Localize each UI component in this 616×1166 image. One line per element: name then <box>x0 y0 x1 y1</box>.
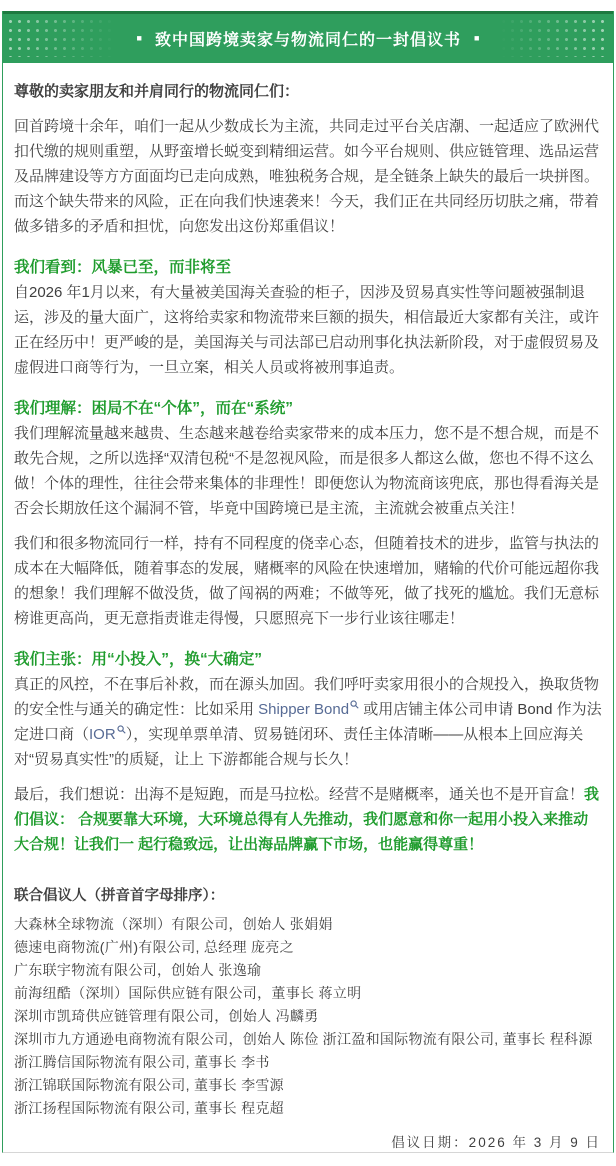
text-run: ），实现单票单清、贸易链闭环、责任主体清晰——从根本上回应海关对“贸易真实性”的质疑，让上 下游都能合规与长久！ <box>14 726 584 768</box>
paragraph <box>14 280 603 380</box>
text-run: 真正的风控，不在事后补救，而在源头加固。我们呼吁卖家用很小的合规投入，换取货物的安全性与通关的确定性：比如采用 <box>14 676 600 718</box>
signatory-list <box>14 913 603 1120</box>
search-icon <box>117 725 126 734</box>
text-run: 我们理解流量越来越贵、生态越来越卷给卖家带来的成本压力，您不是不想合规，而是不敢先合规，之所以选择“双清包税“不是忽视风险，而是很多人都这么做，您也不得不这么做！个体的理性，往往会带来集体的非理性！即便您认为物流商该兜底，那也得看海关是否会长期放任这个漏洞不管，毕竟中国跨境已是主流，主流就会被重点关注！ <box>14 425 600 517</box>
signatory-line: 前海纽酷（深圳）国际供应链有限公司，董事长 蒋立明 <box>14 985 362 1001</box>
signatory-label: 联合倡议人（拼音首字母排序）： <box>14 888 225 904</box>
text-run: 我们理解：困局不在“个体”，而在“系统” <box>14 400 294 417</box>
page-title: 致中国跨境卖家与物流同仁的一封倡议书 <box>154 32 461 49</box>
letter-content <box>3 79 613 1152</box>
keyword-link[interactable]: Shipper Bond <box>258 701 359 718</box>
signatory-line: 深圳市九方通逊电商物流有限公司，创始人 陈俭 浙江盈和国际物流有限公司, 董事长 程科源 <box>14 1031 593 1047</box>
signatory-line: 德速电商物流(广州)有限公司, 总经理 庞亮之 <box>14 939 294 955</box>
text-run: 最后，我们想说：出海不是短跑，而是马拉松。经营不是赌概率，通关也不是开盲盒！ <box>14 786 585 803</box>
text-run: 或用店铺主体公司申请 Bond 作为法定进口商（ <box>14 701 602 743</box>
section-heading <box>14 396 603 421</box>
signatory-line: 广东联宇物流有限公司，创始人 张逸瑜 <box>14 962 262 978</box>
paragraph <box>14 531 603 631</box>
signatory-line: 浙江扬程国际物流有限公司, 董事长 程克超 <box>14 1100 284 1116</box>
signatory-line: 浙江锦联国际物流有限公司, 董事长 李雪源 <box>14 1077 284 1093</box>
search-icon <box>350 700 359 709</box>
text-run: 我们看到：风暴已至，而非将至 <box>14 259 232 276</box>
paragraph <box>14 421 603 521</box>
text-run: 自2026 年1月以来，有大量被美国海关查验的柜子，因涉及贸易真实性等问题被强制退运，涉及的量大面广，这将给卖家和物流带来巨额的损失，相信最近大家都有关注，或许正在经历中！更严峻的是，美国海关与司法部已启动刑事化执法新阶段，对于虚假贸易及虚假进口商等行为，一旦立案，相关人员或将被刑事追责。 <box>14 284 600 376</box>
emphasis-text: 我们倡议： 合规要靠大环境，大环境总得有人先推动，我们愿意和你一起用小投入来推动大合规！让我们一 起行稳致远，让出海品牌赢下市场，也能赢得尊重！ <box>14 786 600 853</box>
text-run: 尊敬的卖家朋友和并肩同行的物流同仁们： <box>14 83 300 100</box>
text-run: 我们和很多物流同行一样，持有不同程度的侥幸心态，但随着技术的进步，监管与执法的成本在大幅降低，随着事态的发展，赌概率的风险在快速增加，赌输的代价可能远超你我的想象！我们理解不做没货，做了闯祸的两难；不做等死，做了找死的尴尬。我们无意标榜谁更高尚，更无意指责谁走得慢，只愿照亮下一步行业该往哪走！ <box>14 535 600 627</box>
title-square-right-icon: ■ <box>474 33 480 43</box>
paragraph <box>14 782 603 857</box>
salutation <box>14 79 603 104</box>
title-square-left-icon: ■ <box>136 33 142 43</box>
text-run: 回首跨境十余年，咱们一起从少数成长为主流，共同走过平台关店潮、一起适应了欧洲代扣代缴的规则重塑，从野蛮增长蜕变到精细运营。如今平台规则、供应链管理、选品运营及品牌建设等方方面面均已走向成熟，唯独税务合规，是全链条上缺失的最后一块拼图。而这个缺失带来的风险，正在向我们快速袭来！今天，我们正在共同经历切肤之痛，带着做多错多的矛盾和担忧，向您发出这份郑重倡议！ <box>14 118 600 235</box>
dot-pattern-left <box>6 17 126 57</box>
title-row <box>137 27 480 50</box>
letter-header <box>3 11 613 63</box>
dot-pattern-right <box>490 17 610 57</box>
signatory-line: 浙江腾信国际物流有限公司, 董事长 李书 <box>14 1054 270 1070</box>
signatory-line: 深圳市凯琦供应链管理有限公司，创始人 冯麟勇 <box>14 1008 319 1024</box>
document-body <box>14 79 603 857</box>
section-heading <box>14 255 603 280</box>
text-run: 我们主张：用“小投入”，换“大确定” <box>14 651 263 668</box>
proposal-date: 倡议日期：2026 年 3 月 9 日 <box>391 1135 601 1150</box>
signatory-line: 大森林全球物流（深圳）有限公司，创始人 张娟娟 <box>14 916 333 932</box>
letter-card <box>2 11 614 1153</box>
keyword-link[interactable]: IOR <box>89 726 126 743</box>
paragraph <box>14 114 603 239</box>
paragraph <box>14 672 603 772</box>
section-heading <box>14 647 603 672</box>
